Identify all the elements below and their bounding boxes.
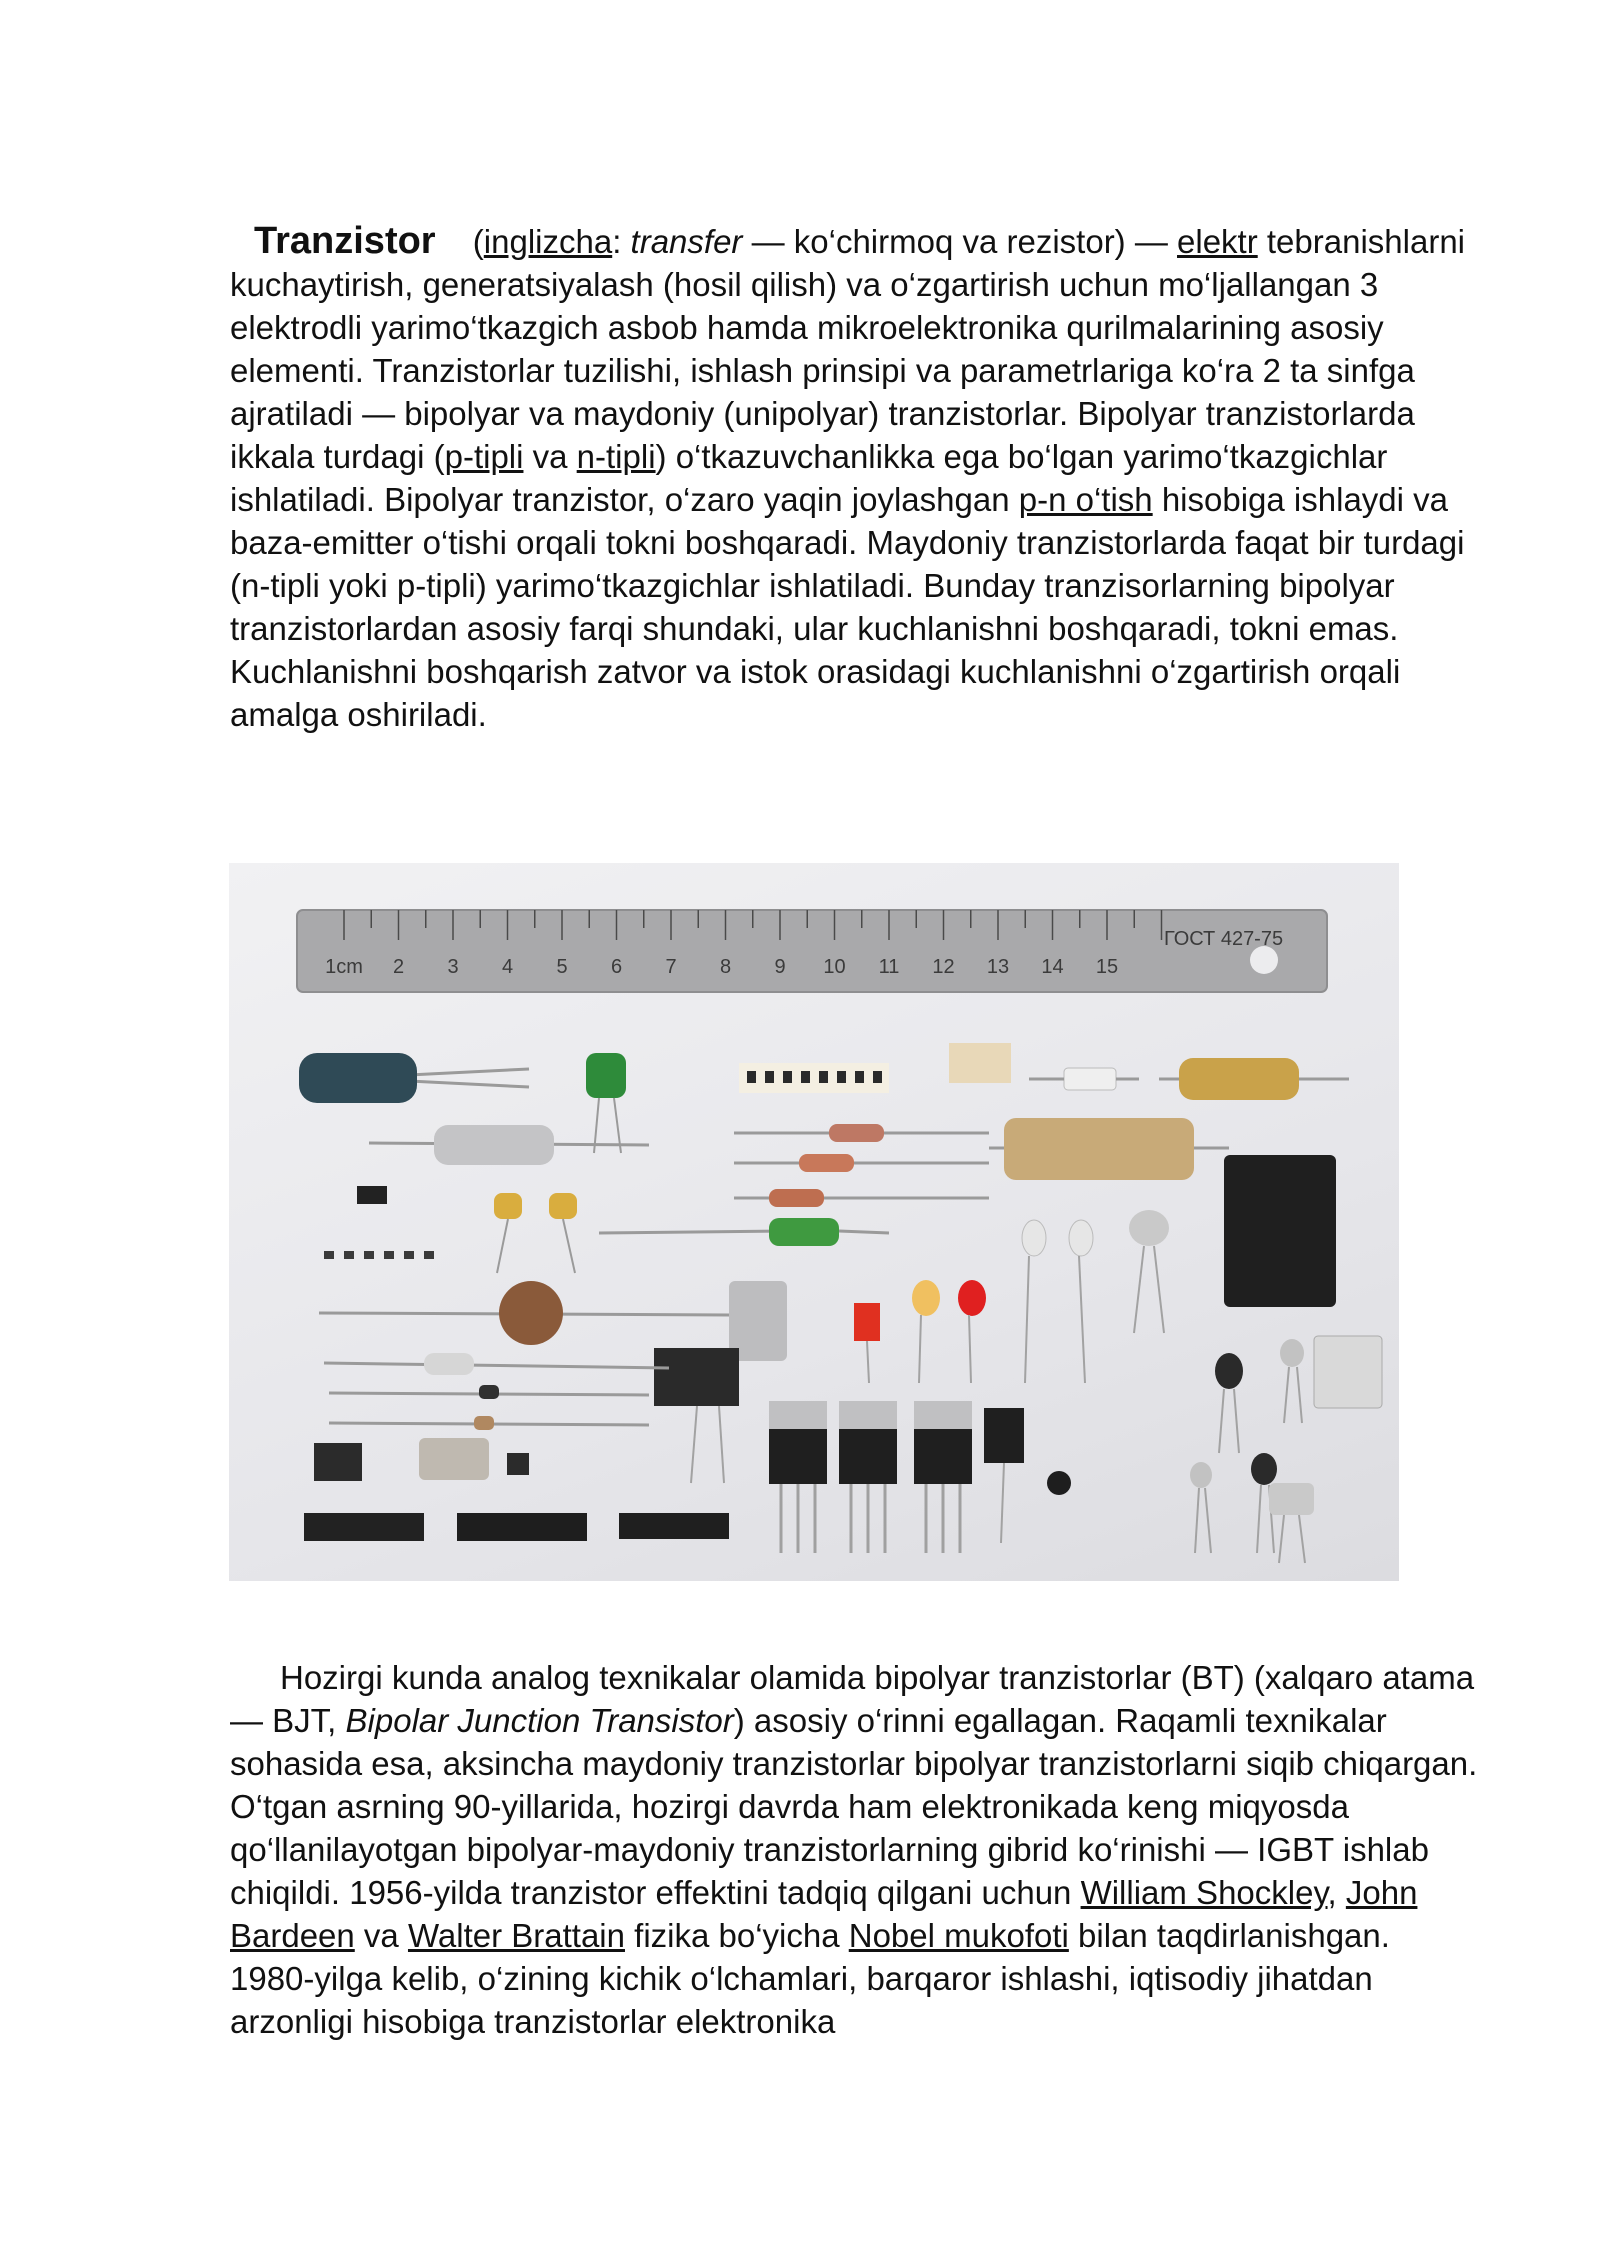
lead [1297,1367,1302,1423]
ruler-label: ГОСТ 427-75 [1164,928,1284,950]
led-red-square [854,1303,880,1341]
smd-resistor [837,1071,846,1083]
text-segment: tebranishlarni kuchaytirish, generatsiyalash (hosil qilish) va o‘zgartirish uchun mo‘ljallangan 3 elektrodli yarimo‘tkazgich asbob hamda mikroelektronika qurilmalarining asosiy elementi. Tranzistorlar tuzilishi, ishlash prinsipi va parametrlariga ko‘ra 2 ta sinfga ajratiladi — bipolyar va maydoniy (unipolyar) tranzistorlar. Bipolyar tranzistorlarda ikkala turdagi ( [230,223,1465,475]
ruler-number: 10 [823,956,846,978]
intro-paragraph [230,220,1480,736]
lead [1079,1256,1085,1383]
term-bjt: Bipolar Junction Transistor [345,1702,734,1739]
lead [1205,1488,1211,1553]
link-walter-brattain[interactable]: Walter Brattain [407,1917,625,1954]
dip-chip [304,1513,424,1541]
article-title: Tranzistor [254,220,436,262]
smd-resistor [873,1071,882,1083]
smd-row [324,1251,434,1259]
lead [1299,1515,1305,1563]
to220-body [914,1429,972,1484]
link-p-n-otish[interactable]: p-n o‘tish [1018,481,1153,518]
lead [1134,1246,1144,1333]
text-segment: va [354,1917,408,1954]
smd-resistor [765,1071,774,1083]
relay [1224,1155,1336,1307]
ruler-number: 9 [774,956,786,978]
ceramic-block [949,1043,1011,1083]
text-segment: fizika bo‘yicha [624,1917,849,1954]
metal-can [1269,1483,1314,1515]
diode [479,1385,499,1399]
to220-body [769,1429,827,1484]
ceramic-capacitor [549,1193,577,1219]
led-clear [1022,1220,1046,1256]
link-p-tipli[interactable]: p-tipli [444,438,524,475]
ruler-number: 6 [610,956,623,978]
dip-chip [457,1513,587,1541]
smd-resistor [819,1071,828,1083]
heatsink-tab [839,1401,897,1431]
link-inglizcha[interactable]: inglizcha [483,223,613,260]
smd-resistor [801,1071,810,1083]
bridge-rectifier [654,1348,739,1406]
text-segment: bilan taqdirlanishgan. 1980-yilga kelib, o‘zining kichik o‘lchamlari, barqaror ishlashi, iqtisodiy jihatdan arzonligi hisobiga tranzistorlar elektronika [230,1917,1390,2040]
to92-transistor [507,1453,529,1475]
ruler-number: 7 [665,956,677,978]
heatsink-tab [769,1401,827,1431]
smd-part [384,1251,394,1259]
resistor [769,1189,824,1207]
electrolytic-capacitor [299,1053,417,1103]
ruler [297,910,1327,992]
sip-module [1314,1336,1382,1408]
dip8-chip [314,1443,362,1481]
to126-transistor [984,1408,1024,1463]
text-segment: Hozirgi kunda analog texnikalar olamida bipolyar tranzistorlar (BT) (xalqaro atama — BJT, [230,1659,1475,1739]
diode [474,1416,494,1430]
smd-part [324,1251,334,1259]
smd-part [424,1251,434,1259]
ruler-number: 3 [447,956,459,978]
link-elektr[interactable]: elektr [1177,223,1258,260]
lead [1001,1463,1004,1543]
power-resistor [1004,1118,1194,1180]
link-n-tipli[interactable]: n-tipli [576,438,656,475]
lead [1284,1367,1289,1423]
lead [1154,1246,1164,1333]
text-segment: ) asosiy o‘rinni egallagan. Raqamli texnikalar sohasida esa, aksincha maydoniy tranzistorlar bipolyar tranzistorlarni siqib chiqargan. O‘tgan asrning 90-yillarida, hozirgi davrda ham elektronikada keng miqyosda qo‘llanilayotgan bipolyar-maydoniy tranzistorlarning gibrid ko‘rinishi — IGBT ishlab chiqildi. 1956-yilda tranzistor effektini tadqiq qilgani uchun [230,1702,1478,1911]
text-segment: : [612,223,631,260]
smd-part [404,1251,414,1259]
resistor [829,1124,884,1142]
metal-transistor [1129,1210,1169,1246]
led-clear [1069,1220,1093,1256]
to92-transistor [1215,1353,1243,1389]
ruler-number: 11 [878,956,900,978]
lead [719,1406,724,1483]
ruler-number: 5 [556,956,568,978]
ruler-number: 15 [1095,956,1119,978]
link-william-shockley[interactable]: William Shockley [1080,1874,1328,1911]
lead [1025,1256,1029,1383]
smd-resistor [783,1071,792,1083]
text-segment: va [523,438,577,475]
text-segment: ) o‘tkazuvchanlikka ega bo‘lgan yarimo‘tkazgichlar ishlatiladi. Bipolyar tranzistor, o‘zaro yaqin joylashgan [230,438,1388,518]
to220-transistors [769,1401,972,1553]
crystal-metal [419,1438,489,1480]
to220-body [839,1429,897,1484]
dip-chip [619,1513,729,1539]
lead [919,1315,921,1383]
lead [691,1406,697,1483]
ruler-number: 12 [932,956,955,978]
electronic-components-photo [229,863,1399,1581]
ruler-number: 13 [986,956,1010,978]
components-illustration [229,863,1399,1581]
ceramic-capacitor [494,1193,522,1219]
glass-diode [424,1353,474,1375]
link-nobel-mukofoti[interactable]: Nobel mukofoti [848,1917,1069,1954]
metal-capacitor [434,1125,554,1165]
text-segment: , [1327,1874,1346,1911]
led-red [958,1280,986,1316]
lead [867,1341,869,1383]
ruler-number: 4 [501,956,514,978]
text-segment: — ko‘chirmoq va rezistor) — [742,223,1178,260]
ruler-hole [1250,946,1278,974]
term-transfer: transfer [630,223,743,260]
smd-strip [739,1063,889,1093]
lead [1279,1515,1284,1563]
smd-resistor [855,1071,864,1083]
resistor [799,1154,854,1172]
ruler-number: 8 [719,956,732,978]
smd-chip [357,1186,387,1204]
lead [1234,1389,1239,1453]
lead [1219,1389,1224,1453]
to18-transistor [1280,1339,1304,1367]
led-yellow [912,1280,940,1316]
ruler-number: 14 [1041,956,1064,978]
smd-resistor [747,1071,756,1083]
to18-transistor [1190,1462,1212,1488]
text-segment: ( [463,223,484,260]
history-paragraph [230,1656,1480,2043]
fuse [1064,1068,1116,1090]
to92-transistor [1251,1453,1277,1485]
lead [1257,1485,1261,1553]
green-resistor [769,1218,839,1246]
trimmer [1047,1471,1071,1495]
disk-capacitor [499,1281,563,1345]
lead [969,1315,971,1383]
lead [1195,1488,1199,1553]
axial-capacitor [1179,1058,1299,1100]
heatsink-tab [914,1401,972,1431]
text-segment: hisobiga ishlaydi va baza-emitter o‘tishi orqali tokni boshqaradi. Maydoniy tranzistorlarda faqat bir turdagi (n-tipli yoki p-tipli) yarimo‘tkazgichlar ishlatiladi. Bunday tranzisorlarning bipolyar tranzistorlardan asosiy farqi shundaki, ular kuchlanishni boshqaradi, tokni emas. Kuchlanishni boshqarish zatvor va istok orasidagi kuchlanishni o‘zgartirish orqali amalga oshiriladi. [230,481,1465,733]
ruler-number: 2 [392,956,405,978]
resistors [734,1124,989,1207]
link-john-bardeen[interactable]: John Bardeen [230,1874,1418,1954]
smd-part [364,1251,374,1259]
film-capacitor [586,1053,626,1098]
ruler-number: 1cm [325,956,363,978]
smd-part [344,1251,354,1259]
